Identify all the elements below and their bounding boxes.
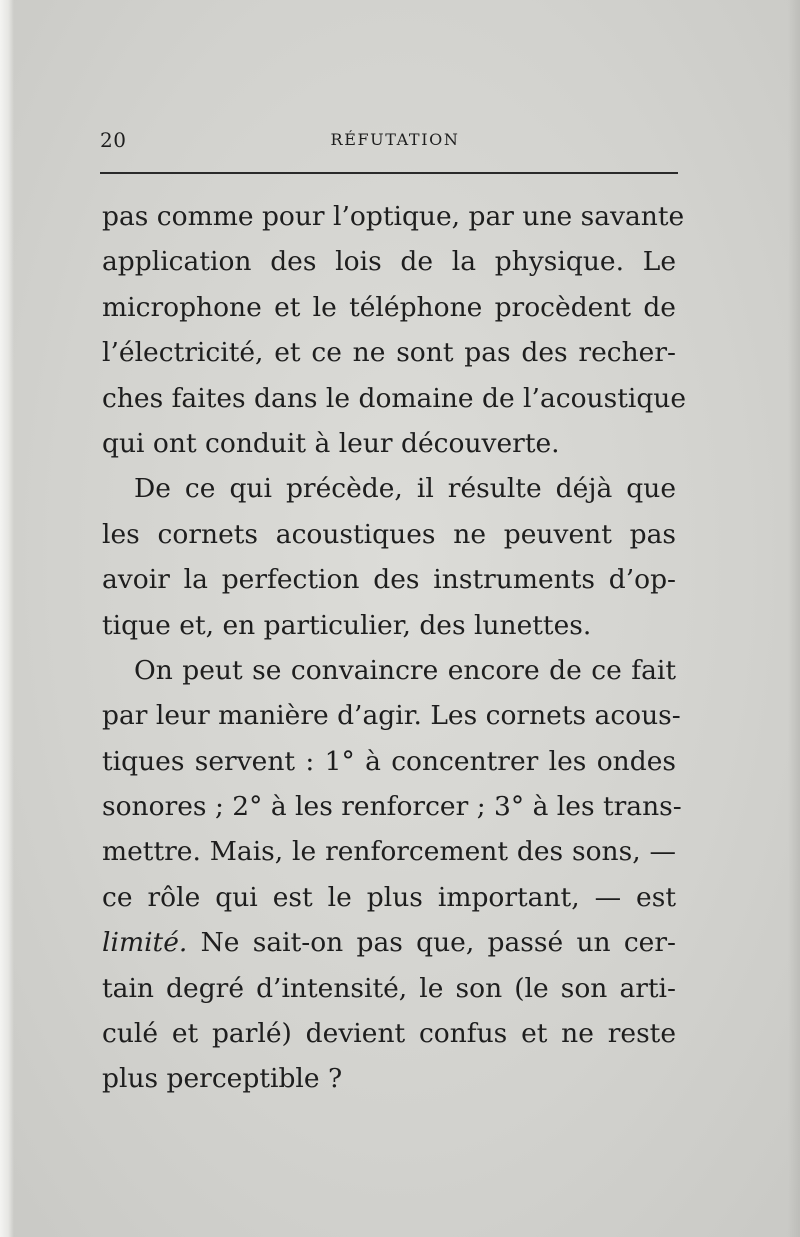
text-line: par leur manière d’agir. Les cornets acous- (102, 700, 681, 732)
text-line-with-emphasis (102, 920, 676, 965)
text-line: ce rôle qui est le plus important, — est (102, 881, 676, 913)
text-line: On peut se convaincre encore de ce fait (134, 654, 676, 686)
page-left-edge (0, 0, 14, 1237)
text-line-remainder: Ne sait-on pas que, passé un cer- (200, 927, 676, 959)
running-title: RÉFUTATION (330, 130, 460, 149)
text-line: microphone et le téléphone procèdent de (102, 291, 676, 323)
text-line: sonores ; 2° à les renforcer ; 3° à les trans- (102, 791, 682, 823)
text-line: avoir la perfection des instruments d’op- (102, 564, 676, 596)
text-line: mettre. Mais, le renforcement des sons, — (102, 836, 676, 868)
text-line: plus perceptible ? (102, 1063, 343, 1095)
page-number: 20 (100, 128, 127, 152)
text-line: De ce qui précède, il résulte déjà que (134, 473, 676, 505)
text-line: tique et, en particulier, des lunettes. (102, 609, 592, 641)
page-right-edge (788, 0, 800, 1237)
text-line: qui ont conduit à leur découverte. (102, 427, 560, 459)
text-line: tain degré d’intensité, le son (le son arti- (102, 972, 676, 1004)
body-text (102, 194, 687, 1102)
text-line: tiques servent : 1° à concentrer les ondes (102, 745, 676, 777)
text-line: culé et parlé) devient confus et ne reste (102, 1018, 676, 1050)
header-rule (100, 172, 678, 174)
text-line: pas comme pour l’optique, par une savante (102, 201, 685, 232)
running-head (100, 128, 678, 158)
text-line: l’électricité, et ce ne sont pas des recher- (102, 337, 676, 369)
text-line: les cornets acoustiques ne peuvent pas (102, 518, 676, 550)
text-line: ches faites dans le domaine de l’acoustique (102, 382, 687, 414)
emphasized-word: limité. (102, 927, 188, 959)
text-line: application des lois de la physique. Le (102, 246, 676, 278)
